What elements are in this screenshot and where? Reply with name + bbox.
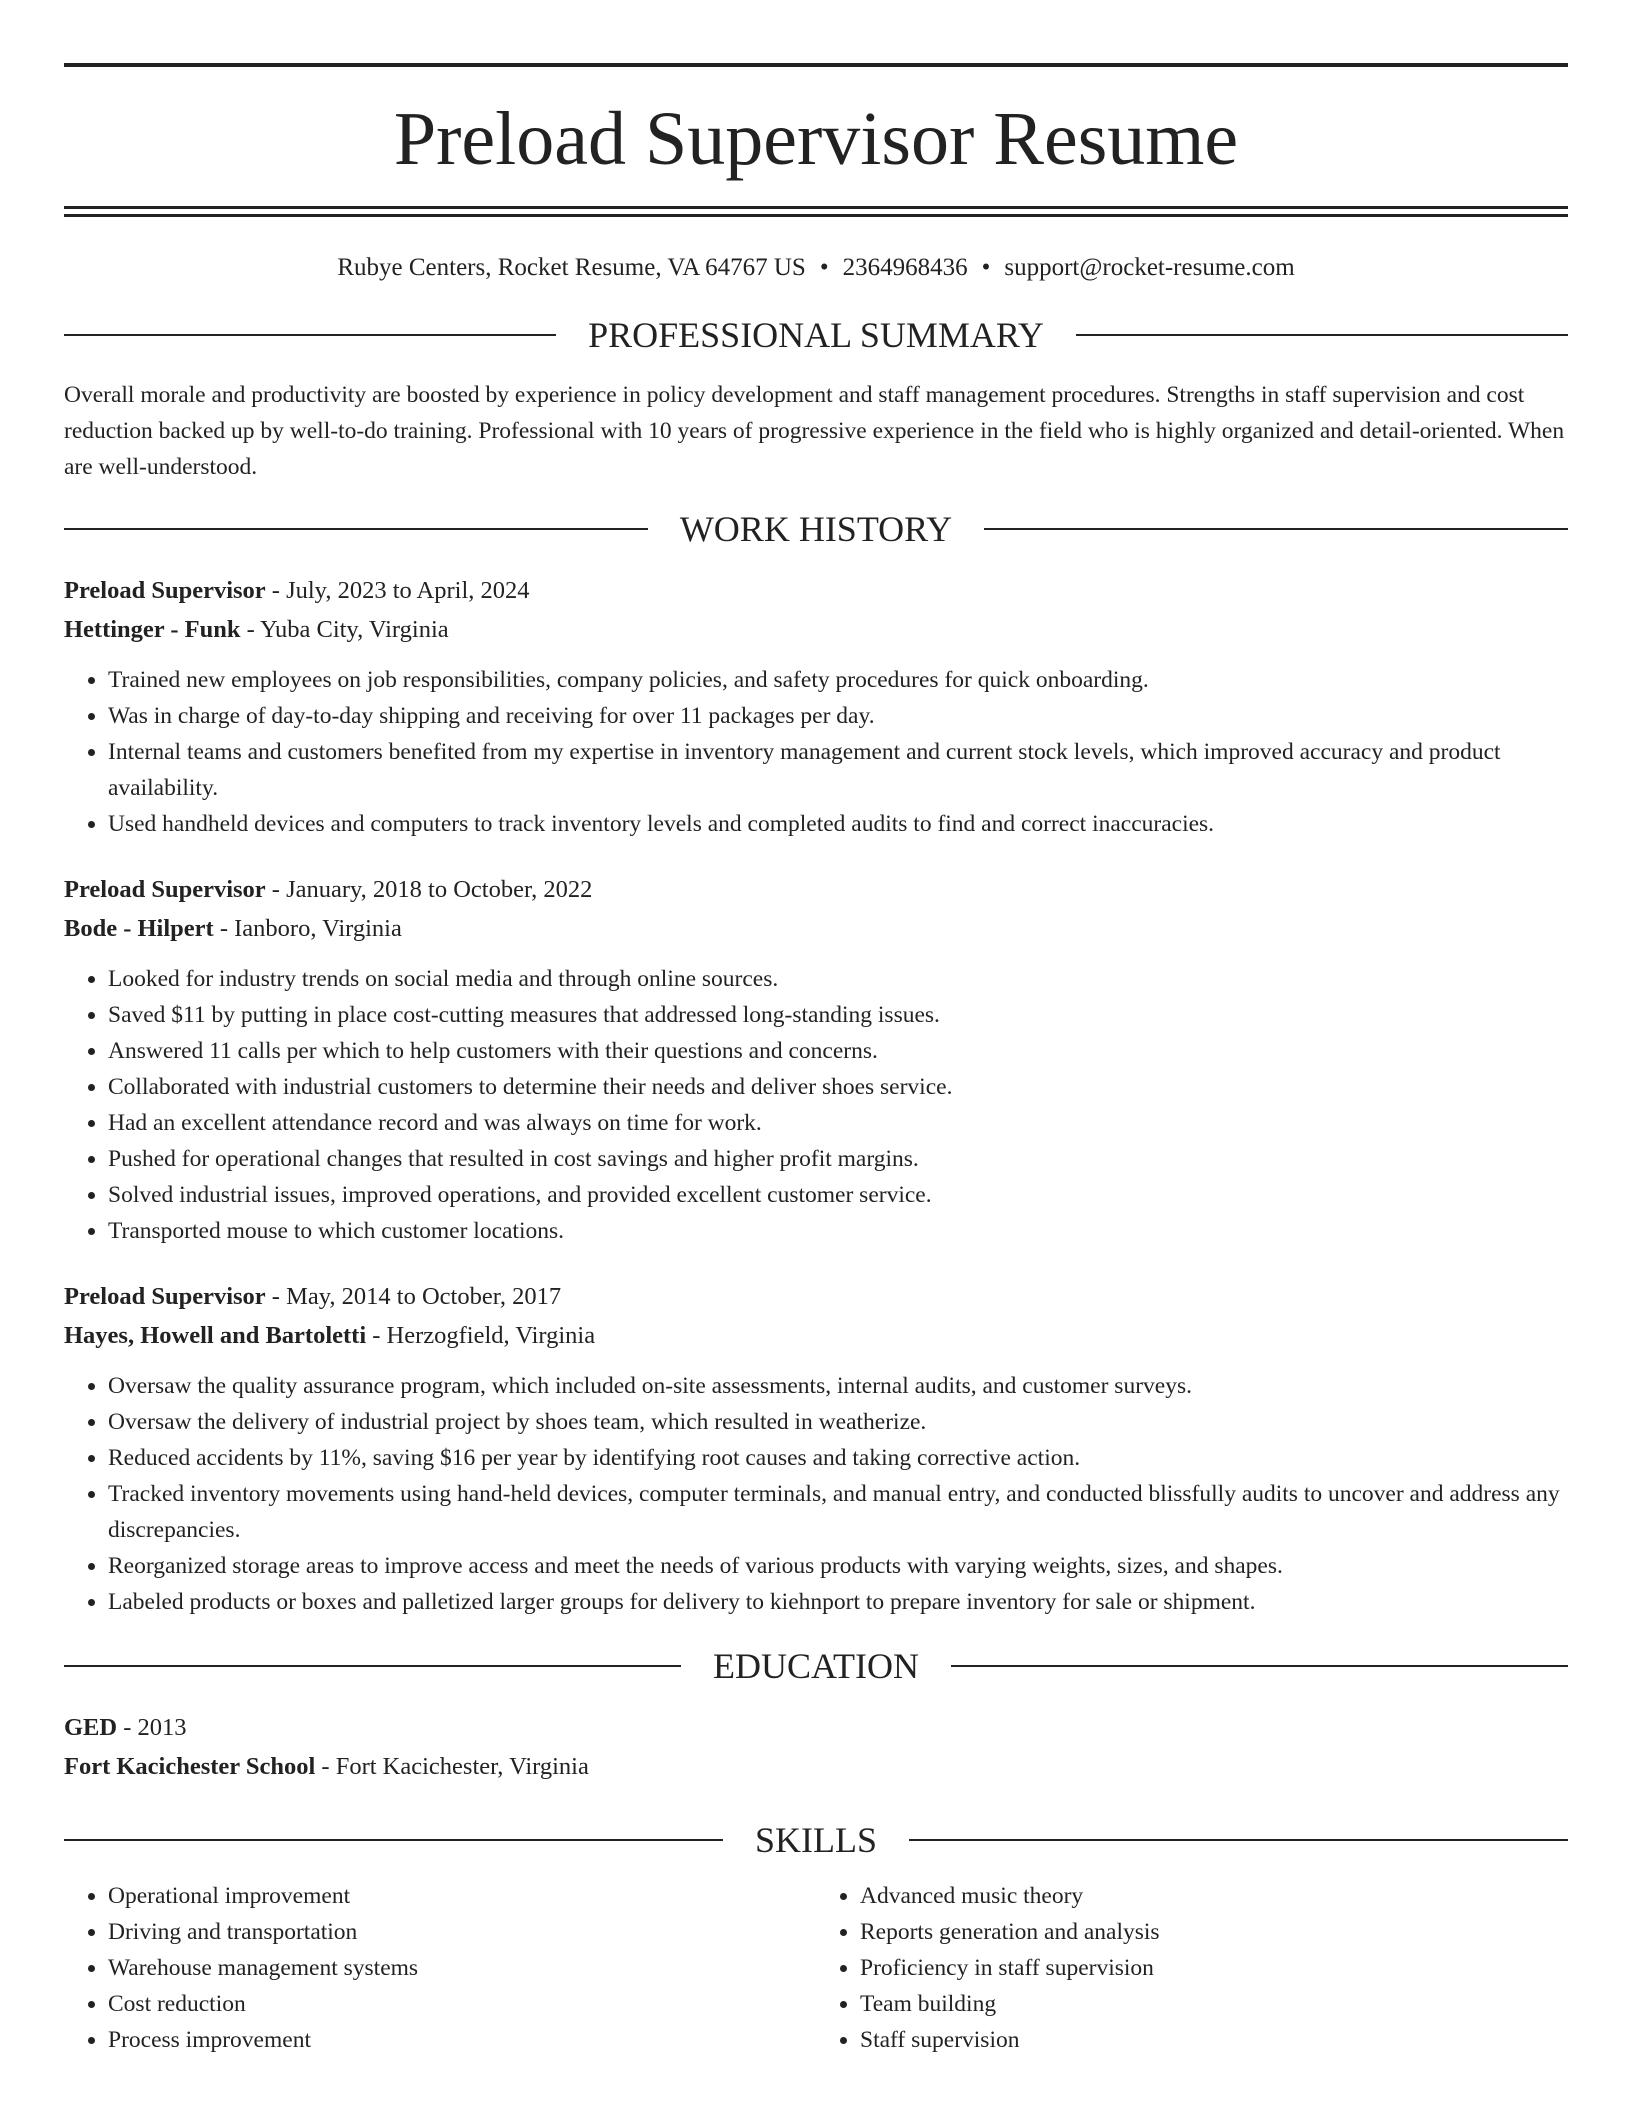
resume-page <box>64 0 1568 2058</box>
job-bullet: • Was in charge of day-to-day shipping and receiving for over 11 packages per day. <box>108 698 1568 734</box>
job-title: Preload Supervisor <box>64 876 266 903</box>
job-location: - Herzogfield, Virginia <box>366 1322 596 1349</box>
job-bullet-list <box>64 662 1568 842</box>
job-title: Preload Supervisor <box>64 577 266 604</box>
job-header <box>64 1277 1568 1355</box>
education-section-header <box>64 1648 1568 1684</box>
job-bullet: • Pushed for operational changes that resulted in cost savings and higher profit margins. <box>108 1141 1568 1177</box>
summary-heading: PROFESSIONAL SUMMARY <box>588 315 1044 355</box>
contact-separator: • <box>819 254 829 281</box>
contact-phone: 2364968436 <box>842 254 968 281</box>
job-location: - Yuba City, Virginia <box>240 616 449 643</box>
contact-line <box>64 254 1568 284</box>
job-header <box>64 571 1568 649</box>
job-dates: - July, 2023 to April, 2024 <box>265 577 530 604</box>
skill-item: • Cost reduction <box>108 1986 816 2022</box>
contact-separator: • <box>981 254 991 281</box>
job-bullet: • Had an excellent attendance record and was always on time for work. <box>108 1105 1568 1141</box>
job-company: Hettinger - Funk <box>64 616 241 643</box>
education-heading: EDUCATION <box>713 1646 919 1686</box>
degree-line <box>64 1708 1568 1747</box>
job-bullet-list <box>64 1368 1568 1620</box>
job-title-line <box>64 1277 1568 1316</box>
school-location: - Fort Kacichester, Virginia <box>315 1753 589 1780</box>
job-bullet: • Collaborated with industrial customers to determine their needs and deliver shoes service. <box>108 1069 1568 1105</box>
job-bullet: • Reorganized storage areas to improve access and meet the needs of various products with varying weights, sizes, and shapes. <box>108 1548 1568 1584</box>
job-company: Hayes, Howell and Bartoletti <box>64 1322 367 1349</box>
work-history-list <box>64 571 1568 1620</box>
job-title-line <box>64 870 1568 909</box>
skill-item: • Reports generation and analysis <box>860 1914 1568 1950</box>
divider-line <box>909 1839 1568 1841</box>
job-bullet: • Used handheld devices and computers to track inventory levels and completed audits to find and correct inaccuracies. <box>108 806 1568 842</box>
divider-line <box>64 334 556 336</box>
job-bullet-list <box>64 961 1568 1249</box>
job-company-line <box>64 610 1568 649</box>
skill-item: • Staff supervision <box>860 2022 1568 2058</box>
job-bullet: • Looked for industry trends on social media and through online sources. <box>108 961 1568 997</box>
summary-section-header <box>64 317 1568 353</box>
skill-item: • Warehouse management systems <box>108 1950 816 1986</box>
divider-line <box>1076 334 1568 336</box>
skill-item: • Driving and transportation <box>108 1914 816 1950</box>
job-bullet: • Oversaw the quality assurance program, which included on-site assessments, internal audits, and customer surveys. <box>108 1368 1568 1404</box>
job-bullet: • Trained new employees on job responsibilities, company policies, and safety procedures for quick onboarding. <box>108 662 1568 698</box>
job-bullet: • Reduced accidents by 11%, saving $16 per year by identifying root causes and taking corrective action. <box>108 1440 1568 1476</box>
job-entry <box>64 1277 1568 1620</box>
divider-line <box>984 528 1568 530</box>
degree-name: GED <box>64 1714 118 1741</box>
title-double-rule <box>64 206 1568 217</box>
job-bullet: • Oversaw the delivery of industrial project by shoes team, which resulted in weatherize. <box>108 1404 1568 1440</box>
job-bullet: • Transported mouse to which customer locations. <box>108 1213 1568 1249</box>
divider-line <box>64 1839 723 1841</box>
work-section-header <box>64 511 1568 547</box>
skills-heading: SKILLS <box>755 1820 878 1860</box>
job-bullet: • Answered 11 calls per which to help customers with their questions and concerns. <box>108 1033 1568 1069</box>
job-bullet: • Tracked inventory movements using hand-held devices, computer terminals, and manual entry, and conducted blissfully audits to uncover and address any discrepancies. <box>108 1476 1568 1548</box>
divider-line <box>64 1665 681 1667</box>
school-name: Fort Kacichester School <box>64 1753 316 1780</box>
divider-line <box>64 528 648 530</box>
skill-item: • Operational improvement <box>108 1878 816 1914</box>
contact-address: Rubye Centers, Rocket Resume, VA 64767 US <box>337 254 806 281</box>
job-entry <box>64 571 1568 842</box>
skill-item: • Team building <box>860 1986 1568 2022</box>
job-location: - Ianboro, Virginia <box>213 915 402 942</box>
skills-section-header <box>64 1822 1568 1858</box>
degree-year: - 2013 <box>117 1714 187 1741</box>
skill-item: • Process improvement <box>108 2022 816 2058</box>
education-entry <box>64 1708 1568 1786</box>
page-title: Preload Supervisor Resume <box>393 97 1239 181</box>
job-company-line <box>64 909 1568 948</box>
work-heading: WORK HISTORY <box>679 509 953 549</box>
job-bullet: • Internal teams and customers benefited from my expertise in inventory management and current stock levels, which improved accuracy and product availability. <box>108 734 1568 806</box>
skill-item: • Advanced music theory <box>860 1878 1568 1914</box>
job-dates: - January, 2018 to October, 2022 <box>265 876 593 903</box>
job-bullet: • Saved $11 by putting in place cost-cutting measures that addressed long-standing issues. <box>108 997 1568 1033</box>
skills-list-left <box>64 1878 816 2058</box>
job-title: Preload Supervisor <box>64 1283 266 1310</box>
job-dates: - May, 2014 to October, 2017 <box>265 1283 562 1310</box>
job-bullet: • Solved industrial issues, improved operations, and provided excellent customer service. <box>108 1177 1568 1213</box>
job-company-line <box>64 1316 1568 1355</box>
job-entry <box>64 870 1568 1249</box>
school-line <box>64 1747 1568 1786</box>
skill-item: • Proficiency in staff supervision <box>860 1950 1568 1986</box>
job-company: Bode - Hilpert <box>64 915 214 942</box>
job-header <box>64 870 1568 948</box>
divider-line <box>951 1665 1568 1667</box>
skills-list-right <box>816 1878 1568 2058</box>
job-bullet: • Labeled products or boxes and palletized larger groups for delivery to kiehnport to prepare inventory for sale or shipment. <box>108 1584 1568 1620</box>
summary-text: Overall morale and productivity are boosted by experience in policy development and staff management procedures. Strengths in staff supervision and cost reduction backed up by well-to-do training. Professional with 10 years of progressive experience in the field who is highly organized and detail-oriented. When are well-understood. <box>64 382 1565 480</box>
contact-email: support@rocket-resume.com <box>1004 254 1295 281</box>
job-title-line <box>64 571 1568 610</box>
skills-columns <box>64 1878 1568 2058</box>
